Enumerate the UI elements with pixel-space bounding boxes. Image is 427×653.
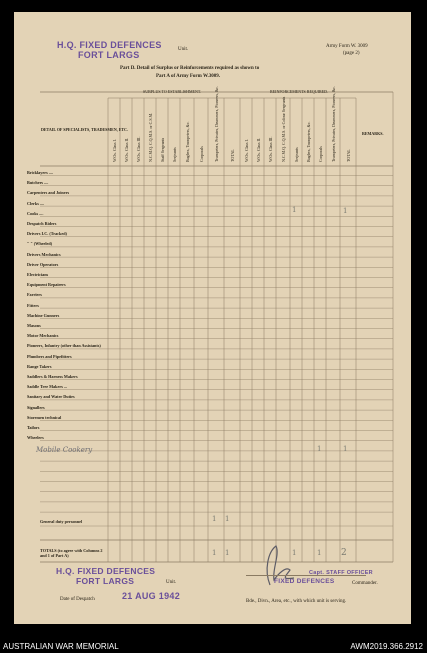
- row-label: Equipment Repairers: [27, 282, 66, 288]
- column-header: W.Os. Class III.: [268, 136, 273, 162]
- unit-stamp-line1: H.Q. FIXED DEFENCES: [57, 40, 162, 50]
- column-header: W.Os. Class II.: [124, 137, 129, 162]
- title-line2: Part A of Army Form W.3009.: [156, 74, 221, 79]
- commander-label: Commander.: [352, 581, 378, 586]
- row-label: Machine Gunners: [27, 312, 60, 318]
- row-label: Butchers ....: [27, 180, 49, 186]
- row-label: Electricians: [27, 272, 49, 277]
- despatch-label: Date of Despatch: [60, 597, 95, 602]
- row-label: Despatch Riders: [27, 221, 57, 226]
- row-label: Storemen technical: [27, 414, 62, 420]
- totals-label: TOTALS (to agree with Columns 2 and 1 of Part A): [40, 548, 103, 558]
- mark-total-surplus-a: 1: [212, 549, 217, 557]
- handwritten-row-label: Mobile Cookery: [36, 446, 93, 454]
- signature: [250, 540, 310, 590]
- officer-stamp-line1: Capt. STAFF OFFICER: [309, 570, 373, 576]
- row-label: Farriers: [27, 292, 42, 298]
- column-header: Corporals: [318, 146, 323, 162]
- mark-clerks-reinforcement: 1: [292, 206, 297, 214]
- row-label: Saddlers & Harness Makers: [27, 374, 78, 379]
- column-header: W.Os. Class I.: [244, 139, 249, 162]
- bottom-unit-label: Unit.: [166, 580, 177, 585]
- row-label: Clerks ....: [27, 200, 45, 206]
- row-label: Masons: [27, 323, 41, 328]
- column-header: TOTAL: [346, 149, 351, 162]
- row-label: Cooks ....: [27, 210, 44, 216]
- column-header: Serjeants: [172, 147, 177, 162]
- row-label: Motor Mechanics: [27, 333, 59, 339]
- column-header: Serjeants: [294, 147, 299, 162]
- row-label: Range Takers: [27, 363, 52, 369]
- footer: [0, 641, 427, 653]
- column-header: N.C.M.Q. C.Q.M.S. or Colour Sergeants: [281, 96, 286, 162]
- column-header: W.Os. Class I.: [112, 139, 117, 162]
- column-header: N.C.M.Q. C.Q.M.S. or C.S.M.: [148, 112, 153, 162]
- surplus-header: SURPLUS TO ESTABLISHMENT.: [143, 89, 202, 94]
- footer-right: AWM2019.366.2912: [350, 642, 423, 651]
- mark-total-reinf-a: 1: [292, 549, 297, 557]
- unit-stamp-line2: FORT LARGS: [78, 50, 140, 60]
- column-header: W.Os. Class III.: [136, 136, 141, 162]
- unit-label: Unit.: [178, 47, 189, 52]
- mark-clerks-total: 1: [343, 207, 348, 215]
- row-header: DETAIL OF SPECIALISTS, TRADESMEN, ETC.: [41, 127, 128, 132]
- mark-mobile-reinforcement: 1: [317, 445, 322, 453]
- column-header: W.Os. Class II.: [256, 137, 261, 162]
- column-header: Staff Sergeants: [160, 137, 165, 162]
- row-label: Saddle Tree Makers ...: [27, 384, 68, 390]
- reinforcements-header: REINFORCEMENTS REQUIRED.: [270, 89, 329, 94]
- title-line1: Part D. Detail of Surplus or Reinforcements required as shown to: [120, 66, 260, 71]
- remarks-header: REMARKS.: [362, 131, 384, 136]
- form-reference: Army Form W. 3009: [326, 44, 368, 49]
- row-label: Drivers I.C. (Tracked): [27, 231, 67, 237]
- row-label: Sanitary and Water Duties: [27, 394, 75, 400]
- row-label: Plumbers and Pipefitters: [27, 353, 72, 359]
- row-label: Bricklayers ....: [27, 170, 53, 175]
- column-header: TOTAL: [230, 149, 235, 162]
- bottom-stamp-line1: H.Q. FIXED DEFENCES: [56, 566, 156, 576]
- bde-line: Bde., Divn., Area, etc., with which unit is serving.: [246, 599, 347, 604]
- mark-mobile-total: 1: [343, 445, 348, 453]
- commander-line: [246, 575, 366, 576]
- mark-gd-surplus-b: 1: [225, 515, 230, 523]
- page-reference: (page 2): [343, 51, 360, 56]
- mark-total-surplus-b: 1: [225, 549, 230, 557]
- column-header: Corporals: [199, 146, 204, 162]
- bottom-stamp-line2: FORT LARGS: [76, 576, 135, 586]
- officer-stamp-line2: FIXED DEFENCES: [274, 578, 335, 585]
- row-label: Wheelers: [27, 435, 44, 441]
- column-header: Trumpeters, Privates, Drummers, Pioneers, &c.: [214, 86, 219, 162]
- mark-total-total: 2: [341, 548, 347, 558]
- general-duty-label: General duty personnel: [40, 519, 83, 524]
- column-header: Trumpeters, Privates, Drummers, Pioneers, &c.: [331, 86, 336, 162]
- footer-left: AUSTRALIAN WAR MEMORIAL: [3, 642, 119, 651]
- row-label: Carpenters and Joiners: [27, 190, 70, 196]
- row-label: Fitters: [27, 302, 39, 308]
- row-label: Tailors: [27, 425, 40, 430]
- row-label: Driver Operators: [27, 261, 59, 267]
- row-label: Signallers: [27, 404, 45, 410]
- row-label: Pioneers, Infantry (other than Assistants): [27, 343, 101, 349]
- despatch-date-stamp: 21 AUG 1942: [122, 591, 180, 601]
- column-header: Buglers, Trumpeters, &c.: [185, 121, 190, 162]
- mark-gd-surplus-a: 1: [212, 515, 217, 523]
- row-label: Drivers Mechanics: [27, 251, 61, 257]
- mark-total-reinf-b: 1: [317, 549, 322, 557]
- row-label: " " (Wheeled): [27, 241, 53, 247]
- column-header: Buglers, Trumpeters, &c.: [306, 121, 311, 162]
